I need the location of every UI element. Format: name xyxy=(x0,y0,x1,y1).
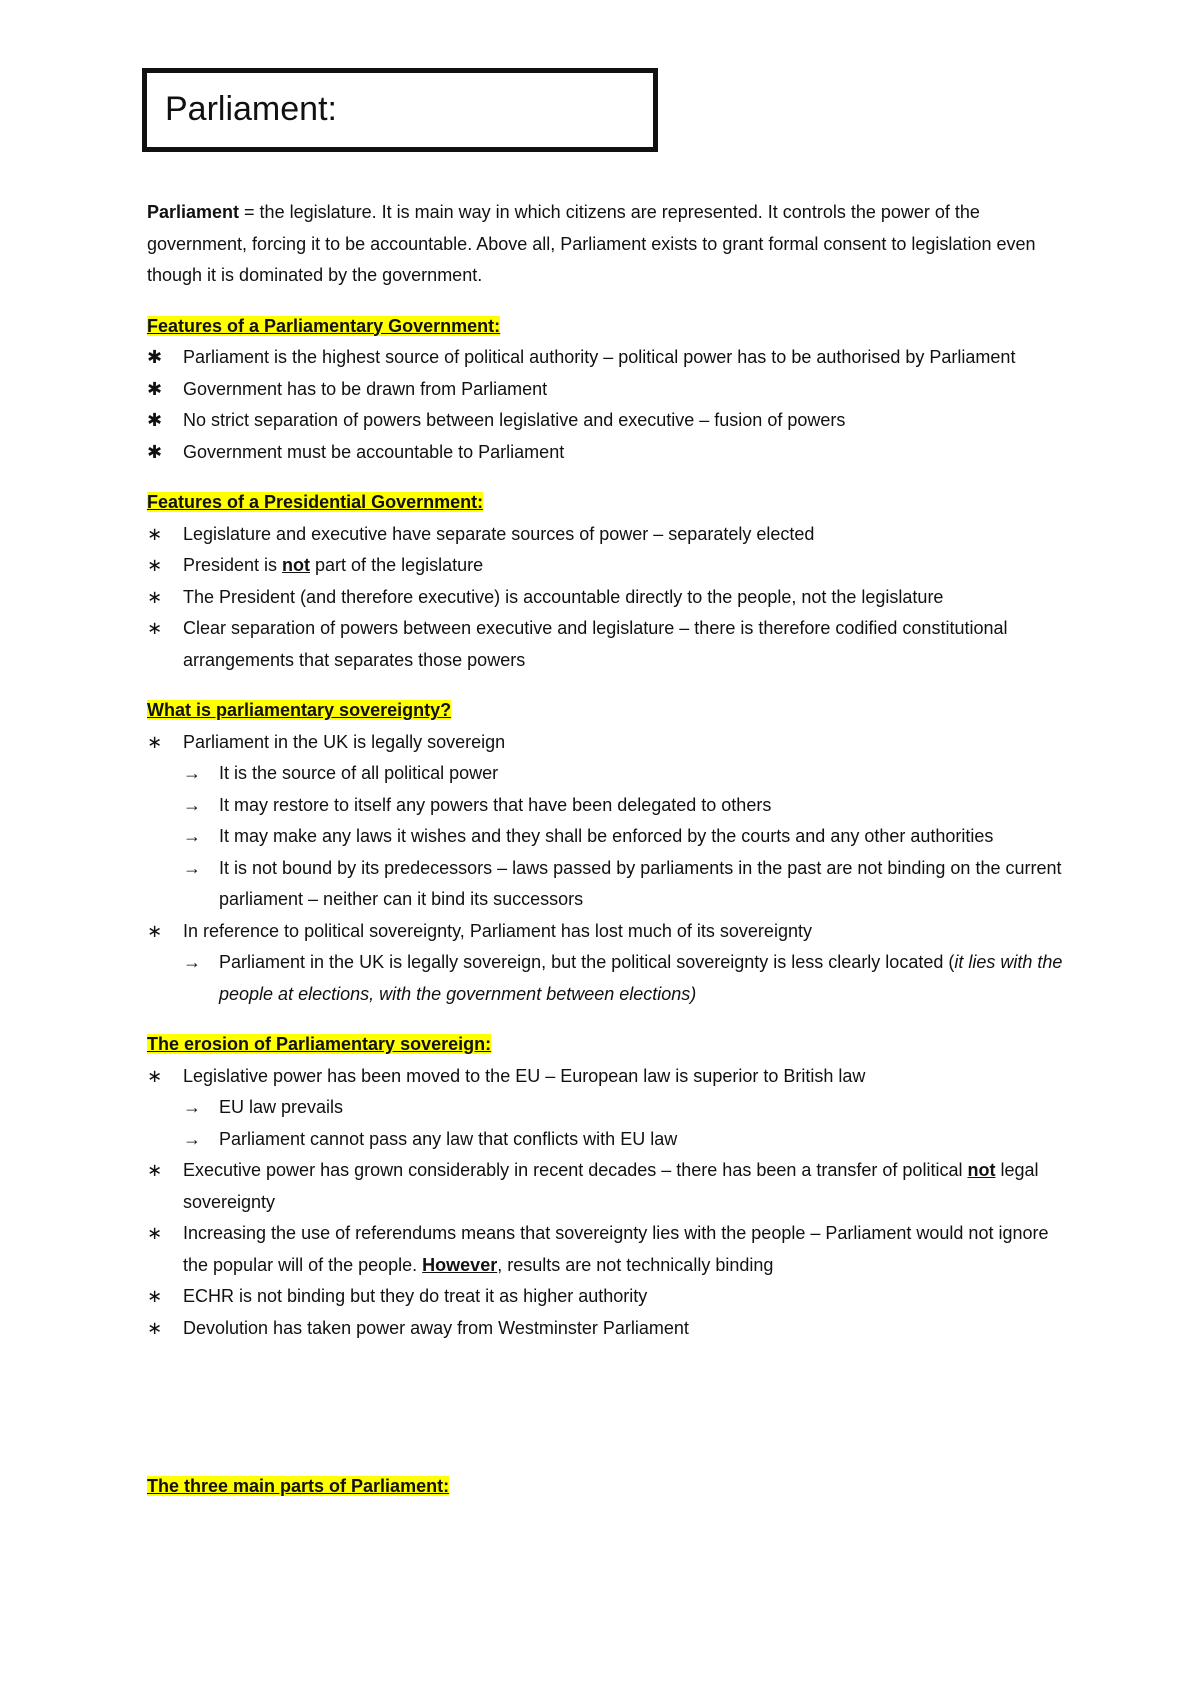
sub-list-item: → Parliament cannot pass any law that conflicts with EU law xyxy=(147,1124,1077,1156)
asterisk-bullet-icon: ∗ xyxy=(147,1286,163,1306)
asterisk-bullet-icon: ∗ xyxy=(147,1317,163,1338)
list-item: ∗ President is not part of the legislature xyxy=(147,550,1077,582)
asterisk-bullet-icon: ∗ xyxy=(147,586,163,607)
list-item: ∗ Legislature and executive have separate sources of power – separately elected xyxy=(147,519,1077,551)
arrow-right-icon: → xyxy=(183,1128,201,1149)
list-item: ∗ The President (and therefore executive) is accountable directly to the people, not the legislature xyxy=(147,582,1077,614)
intro-term: Parliament xyxy=(147,202,240,222)
list-item: ∗ Clear separation of powers between executive and legislature – there is therefore codified constitutional arrangements that separates those powers xyxy=(147,613,1077,676)
sub-list-item: → Parliament in the UK is legally sovereign, but the political sovereignty is less clearly located (it lies with the people at elections, with the government between elections) xyxy=(147,947,1077,1010)
list-sovereignty xyxy=(147,727,1077,1011)
section-parliamentary xyxy=(147,311,1077,469)
asterisk-bullet-icon: ∗ xyxy=(147,1223,163,1243)
arrow-right-icon: → xyxy=(183,826,201,846)
arrow-right-icon: → xyxy=(183,794,201,815)
section-erosion xyxy=(147,1029,1077,1344)
heading-sovereignty: What is parliamentary sovereignty? xyxy=(147,700,452,720)
list-item: ∗ Increasing the use of referendums means that sovereignty lies with the people – Parliament would not ignore the popular will of the people. However, results are not technically binding xyxy=(147,1218,1077,1281)
list-presidential xyxy=(147,519,1077,677)
list-parliamentary xyxy=(147,342,1077,468)
arrow-right-icon: → xyxy=(183,952,201,972)
asterisk-bullet-icon: ∗ xyxy=(147,1160,163,1180)
blank-space xyxy=(147,1363,1077,1471)
section-three-parts xyxy=(147,1471,1077,1503)
sub-list-item: → It may restore to itself any powers that have been delegated to others xyxy=(147,790,1077,822)
list-item: ∗ Devolution has taken power away from Westminster Parliament xyxy=(147,1313,1077,1345)
asterisk-bullet-icon: ∗ xyxy=(147,523,163,544)
title-box xyxy=(142,68,658,152)
intro-text: = the legislature. It is main way in which citizens are represented. It controls the power of the government, forcing it to be accountable. Above all, Parliament exists to grant formal consent to legislation even though it is dominated by the government. xyxy=(147,202,1036,285)
list-item: ✱ Government must be accountable to Parliament xyxy=(147,437,1077,469)
list-item: ∗ Legislative power has been moved to the EU – European law is superior to British law xyxy=(147,1061,1077,1093)
heading-parliamentary: Features of a Parliamentary Government: xyxy=(147,315,501,336)
asterisk-bullet-icon: ∗ xyxy=(147,1065,163,1086)
asterisk-bullet-icon: ∗ xyxy=(147,731,163,752)
arrow-right-icon: → xyxy=(183,1097,201,1117)
sub-list-item: → EU law prevails xyxy=(147,1092,1077,1124)
section-presidential xyxy=(147,487,1077,676)
star-bullet-icon: ✱ xyxy=(147,410,163,430)
list-item: ✱ No strict separation of powers between legislative and executive – fusion of powers xyxy=(147,405,1077,437)
document-body xyxy=(147,197,1077,1522)
list-item: ✱ Parliament is the highest source of political authority – political power has to be authorised by Parliament xyxy=(147,342,1077,374)
sub-list-item: → It is the source of all political power xyxy=(147,758,1077,790)
star-bullet-icon: ✱ xyxy=(147,441,163,462)
list-item: ∗ ECHR is not binding but they do treat it as higher authority xyxy=(147,1281,1077,1313)
star-bullet-icon: ✱ xyxy=(147,378,163,399)
intro-paragraph xyxy=(147,197,1077,292)
asterisk-bullet-icon: ∗ xyxy=(147,920,163,941)
heading-erosion: The erosion of Parliamentary sovereign: xyxy=(147,1034,492,1054)
list-item: ∗ Executive power has grown considerably in recent decades – there has been a transfer of political not legal sovereignty xyxy=(147,1155,1077,1218)
heading-presidential: Features of a Presidential Government: xyxy=(147,492,484,512)
asterisk-bullet-icon: ∗ xyxy=(147,618,163,638)
list-item: ∗ In reference to political sovereignty, Parliament has lost much of its sovereignty xyxy=(147,916,1077,948)
page-title: Parliament: xyxy=(165,90,337,128)
sub-list-item: → It may make any laws it wishes and they shall be enforced by the courts and any other authorities xyxy=(147,821,1077,853)
list-erosion xyxy=(147,1061,1077,1345)
sub-list-item: → It is not bound by its predecessors – laws passed by parliaments in the past are not binding on the current parliament – neither can it bind its successors xyxy=(147,853,1077,916)
section-sovereignty xyxy=(147,695,1077,1010)
list-item: ✱ Government has to be drawn from Parliament xyxy=(147,374,1077,406)
star-bullet-icon: ✱ xyxy=(147,347,163,367)
asterisk-bullet-icon: ∗ xyxy=(147,555,163,575)
heading-three-parts: The three main parts of Parliament: xyxy=(147,1476,450,1496)
list-item: ∗ Parliament in the UK is legally sovereign xyxy=(147,727,1077,759)
arrow-right-icon: → xyxy=(183,857,201,878)
arrow-right-icon: → xyxy=(183,763,201,783)
